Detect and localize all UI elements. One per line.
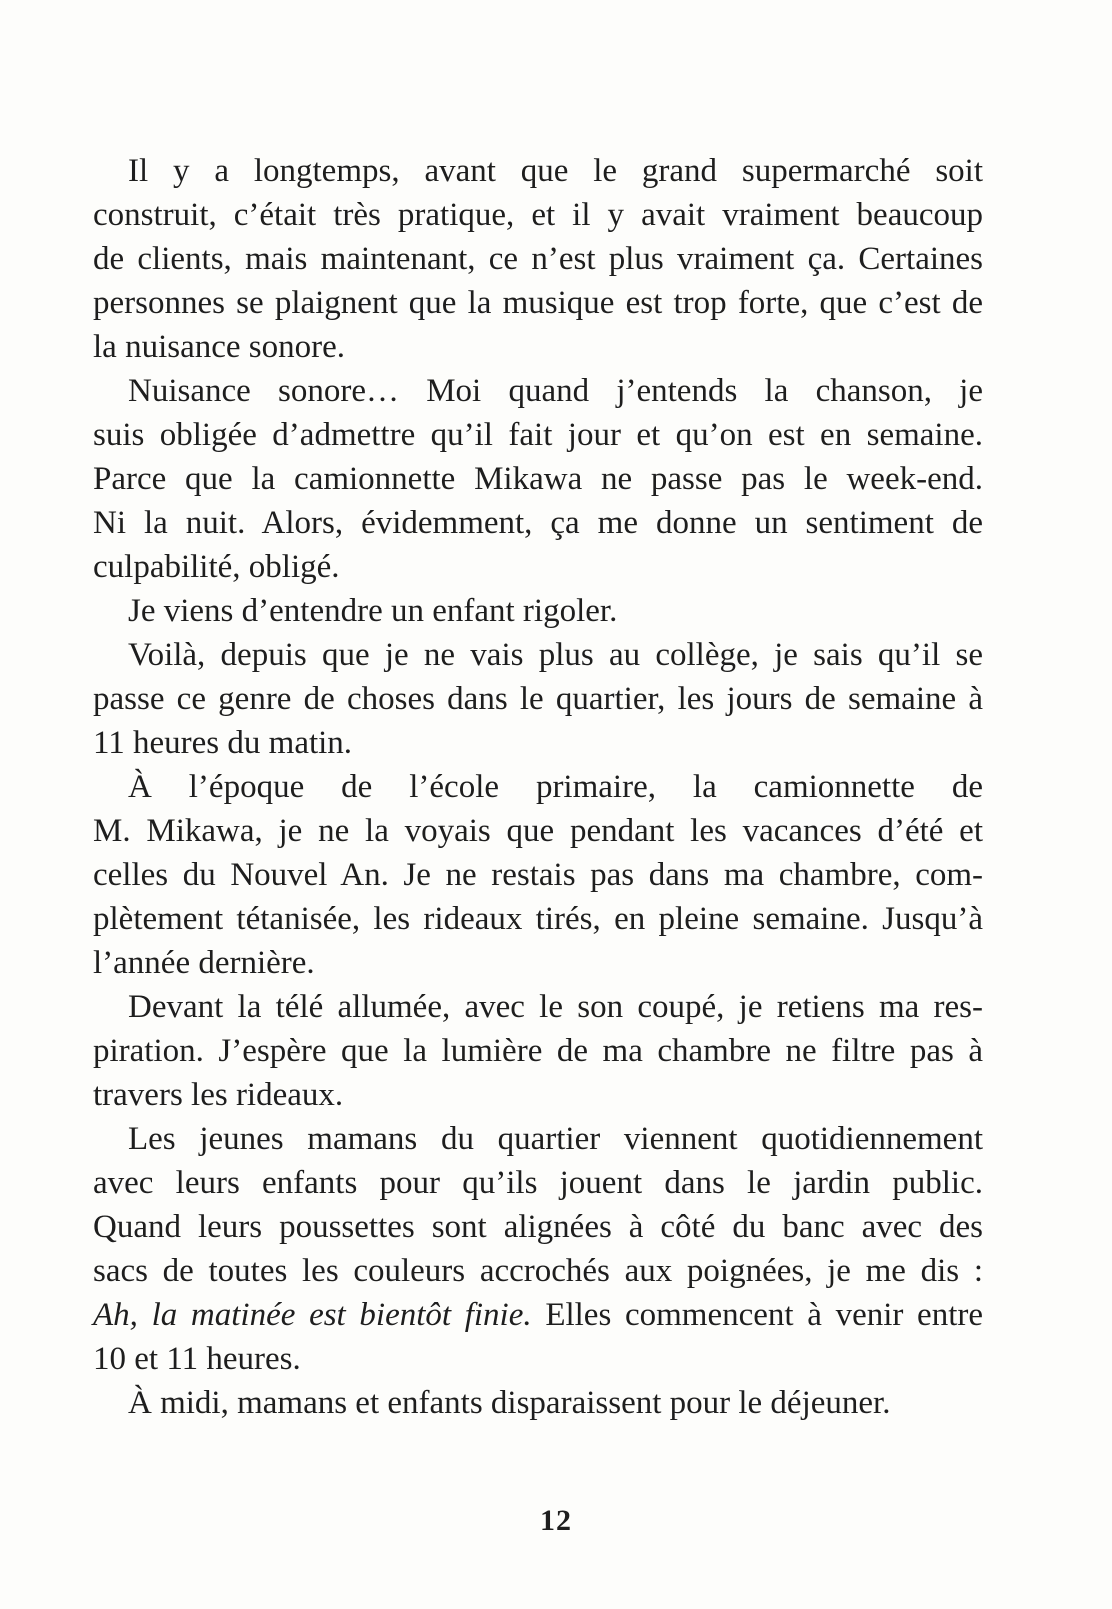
paragraph bbox=[93, 589, 983, 633]
text-line bbox=[93, 633, 983, 677]
text-segment: sacs de toutes les couleurs accrochés aux poignées, je me dis : bbox=[93, 1253, 983, 1289]
text-segment: Les jeunes mamans du quartier viennent quotidiennement bbox=[128, 1121, 983, 1157]
text-line bbox=[93, 545, 983, 589]
text-segment: de clients, mais maintenant, ce n’est plus vraiment ça. Certaines bbox=[93, 241, 983, 277]
text-line bbox=[93, 721, 983, 765]
text-line bbox=[93, 1293, 983, 1337]
text-segment: la nuisance sonore. bbox=[93, 329, 345, 365]
text-segment: Voilà, depuis que je ne vais plus au collège, je sais qu’il se bbox=[128, 637, 983, 673]
paragraph bbox=[93, 765, 983, 985]
text-line bbox=[93, 765, 983, 809]
text-line bbox=[93, 193, 983, 237]
text-segment: Devant la télé allumée, avec le son coupé, je retiens ma res- bbox=[128, 989, 983, 1025]
text-line bbox=[93, 1205, 983, 1249]
text-segment: Je viens d’entendre un enfant rigoler. bbox=[128, 593, 618, 629]
text-line bbox=[93, 1337, 983, 1381]
text-line bbox=[93, 149, 983, 193]
text-segment: Quand leurs poussettes sont alignées à côté du banc avec des bbox=[93, 1209, 983, 1245]
text-line bbox=[93, 1161, 983, 1205]
text-line bbox=[93, 1073, 983, 1117]
text-line bbox=[93, 1117, 983, 1161]
text-line bbox=[93, 809, 983, 853]
text-line bbox=[93, 589, 983, 633]
text-segment: culpabilité, obligé. bbox=[93, 549, 340, 585]
text-segment: celles du Nouvel An. Je ne restais pas dans ma chambre, com- bbox=[93, 857, 983, 893]
paragraph bbox=[93, 985, 983, 1117]
italic-text: Ah, la matinée est bientôt finie. bbox=[93, 1297, 532, 1333]
text-segment: À l’époque de l’école primaire, la camionnette de bbox=[128, 769, 983, 805]
text-segment: l’année dernière. bbox=[93, 945, 315, 981]
text-segment: passe ce genre de choses dans le quartier, les jours de semaine à bbox=[93, 681, 983, 717]
paragraph bbox=[93, 1381, 983, 1425]
text-segment: personnes se plaignent que la musique est trop forte, que c’est de bbox=[93, 285, 983, 321]
text-line bbox=[93, 1381, 983, 1425]
text-line bbox=[93, 413, 983, 457]
text-line bbox=[93, 985, 983, 1029]
text-segment: construit, c’était très pratique, et il y avait vraiment beaucoup bbox=[93, 197, 983, 233]
text-segment: Ni la nuit. Alors, évidemment, ça me donne un sentiment de bbox=[93, 505, 983, 541]
paragraph bbox=[93, 149, 983, 369]
text-line bbox=[93, 281, 983, 325]
text-segment: avec leurs enfants pour qu’ils jouent dans le jardin public. bbox=[93, 1165, 983, 1201]
text-segment: plètement tétanisée, les rideaux tirés, en pleine semaine. Jusqu’à bbox=[93, 901, 983, 937]
text-segment: Nuisance sonore… Moi quand j’entends la chanson, je bbox=[128, 373, 983, 409]
text-line bbox=[93, 1249, 983, 1293]
text-line bbox=[93, 369, 983, 413]
text-line bbox=[93, 941, 983, 985]
text-segment: travers les rideaux. bbox=[93, 1077, 344, 1113]
text-segment: piration. J’espère que la lumière de ma chambre ne filtre pas à bbox=[93, 1033, 983, 1069]
text-line bbox=[93, 1029, 983, 1073]
text-segment: M. Mikawa, je ne la voyais que pendant les vacances d’été et bbox=[93, 813, 983, 849]
paragraph bbox=[93, 633, 983, 765]
text-segment: 10 et 11 heures. bbox=[93, 1341, 301, 1377]
paragraph bbox=[93, 369, 983, 589]
text-segment: suis obligée d’admettre qu’il fait jour et qu’on est en semaine. bbox=[93, 417, 983, 453]
text-segment: Parce que la camionnette Mikawa ne passe pas le week-end. bbox=[93, 461, 983, 497]
text-segment: À midi, mamans et enfants disparaissent pour le déjeuner. bbox=[128, 1385, 891, 1421]
text-line bbox=[93, 457, 983, 501]
page-number: 12 bbox=[540, 1504, 572, 1537]
page-text-block bbox=[93, 149, 983, 1425]
text-line bbox=[93, 897, 983, 941]
text-line bbox=[93, 325, 983, 369]
paragraph bbox=[93, 1117, 983, 1381]
text-segment: Elles commencent à venir entre bbox=[531, 1297, 983, 1333]
text-line bbox=[93, 237, 983, 281]
text-segment: 11 heures du matin. bbox=[93, 725, 353, 761]
text-line bbox=[93, 501, 983, 545]
text-line bbox=[93, 853, 983, 897]
text-segment: Il y a longtemps, avant que le grand supermarché soit bbox=[128, 153, 983, 189]
text-line bbox=[93, 677, 983, 721]
